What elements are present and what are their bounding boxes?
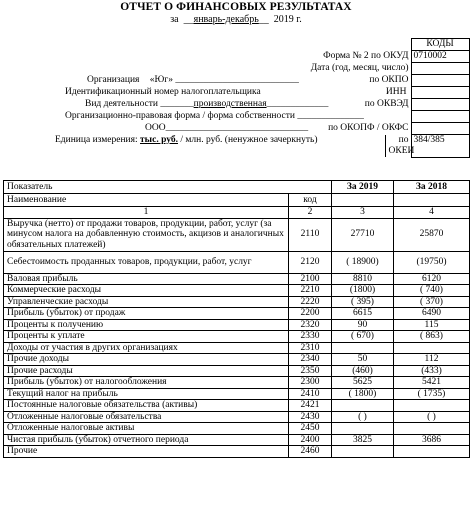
okpo-label: по ОКПО bbox=[369, 75, 409, 85]
okopf-value[interactable] bbox=[411, 123, 469, 135]
row-value-2018 bbox=[394, 400, 470, 412]
date-label: Дата (год, месяц, число) bbox=[3, 63, 411, 75]
row-name: Доходы от участия в других организациях bbox=[4, 342, 289, 354]
legal-form-label: Организационно-правовая форма / форма собственности bbox=[65, 111, 295, 121]
header-table bbox=[3, 38, 470, 158]
row-name: Проценты к уплате bbox=[4, 331, 289, 343]
table-row bbox=[4, 331, 470, 343]
date-value[interactable] bbox=[411, 63, 469, 75]
row-name: Отложенные налоговые обязательства bbox=[4, 411, 289, 423]
row-value-2018: ( 863) bbox=[394, 331, 470, 343]
row-value-2019: ( 670) bbox=[332, 331, 394, 343]
row-value-2019: 90 bbox=[332, 319, 394, 331]
row-value-2019: ( 1800) bbox=[332, 388, 394, 400]
legal-form-code[interactable] bbox=[411, 111, 469, 123]
financial-results-table bbox=[3, 180, 470, 458]
row-code: 2310 bbox=[289, 342, 332, 354]
row-value-2018 bbox=[394, 446, 470, 458]
col-2019: За 2019 bbox=[332, 181, 394, 194]
row-code: 2340 bbox=[289, 354, 332, 366]
legal-form-value: ООО bbox=[145, 123, 166, 133]
col-num-1: 1 bbox=[4, 207, 289, 219]
row-name: Коммерческие расходы bbox=[4, 285, 289, 297]
col-code: код bbox=[289, 194, 332, 207]
okved-value[interactable] bbox=[411, 99, 469, 111]
okei-label-1: по bbox=[398, 134, 409, 145]
table-row bbox=[4, 319, 470, 331]
row-name: Выручка (нетто) от продажи товаров, продукции, работ, услуг (за минусом налога на добавленную стоимость, акцизов и аналогичных обязательных платежей) bbox=[4, 218, 289, 251]
unit-row bbox=[3, 134, 415, 158]
period-prefix: за bbox=[170, 14, 179, 25]
table-row bbox=[4, 388, 470, 400]
row-value-2018 bbox=[394, 342, 470, 354]
table-row bbox=[4, 285, 470, 297]
table-row bbox=[4, 273, 470, 285]
org-label: Организация bbox=[87, 75, 140, 85]
table-row bbox=[4, 251, 470, 273]
table-row bbox=[4, 411, 470, 423]
row-value-2018: ( 740) bbox=[394, 285, 470, 297]
row-name: Прибыль (убыток) от налогообложения bbox=[4, 377, 289, 389]
okpo-value[interactable] bbox=[411, 75, 469, 87]
row-name: Постоянные налоговые обязательства (активы) bbox=[4, 400, 289, 412]
row-name: Валовая прибыль bbox=[4, 273, 289, 285]
activity-row: Вид деятельности _______производственная_____________ по ОКВЭД bbox=[3, 99, 411, 111]
table-row bbox=[4, 365, 470, 377]
org-value: «Юг» bbox=[149, 75, 173, 85]
okei-value: 384/385 bbox=[411, 135, 469, 158]
row-name: Прочие доходы bbox=[4, 354, 289, 366]
row-value-2019: ( 18900) bbox=[332, 251, 394, 273]
okved-label: по ОКВЭД bbox=[364, 99, 409, 109]
col-num-3: 3 bbox=[332, 207, 394, 219]
report-period: за __январь-декабрь__ 2019 г. bbox=[170, 14, 302, 25]
unit-bold: тыс. руб. bbox=[140, 134, 178, 145]
row-name: Себестоимость проданных товаров, продукции, работ, услуг bbox=[4, 251, 289, 273]
row-value-2018 bbox=[394, 423, 470, 435]
period-year: 2019 г. bbox=[273, 14, 302, 25]
table-row bbox=[4, 342, 470, 354]
row-value-2019: (460) bbox=[332, 365, 394, 377]
codes-label: КОДЫ bbox=[411, 39, 469, 51]
table-row bbox=[4, 377, 470, 389]
form-code: 0710002 bbox=[411, 51, 469, 63]
unit-label-pre: Единица измерения: bbox=[55, 134, 138, 145]
inn-value[interactable] bbox=[411, 87, 469, 99]
row-name: Отложенные налоговые активы bbox=[4, 423, 289, 435]
inn-row bbox=[3, 87, 411, 99]
row-code: 2460 bbox=[289, 446, 332, 458]
row-code: 2120 bbox=[289, 251, 332, 273]
row-value-2019 bbox=[332, 446, 394, 458]
report-title: ОТЧЕТ О ФИНАНСОВЫХ РЕЗУЛЬТАТАХ bbox=[120, 1, 352, 13]
row-code: 2200 bbox=[289, 308, 332, 320]
row-code: 2210 bbox=[289, 285, 332, 297]
table-row bbox=[4, 400, 470, 412]
table-row bbox=[4, 218, 470, 251]
row-value-2019: 27710 bbox=[332, 218, 394, 251]
legal-form-row: Организационно-правовая форма / форма собственности ______________ bbox=[3, 111, 411, 123]
row-code: 2300 bbox=[289, 377, 332, 389]
row-value-2019 bbox=[332, 400, 394, 412]
table-row bbox=[4, 423, 470, 435]
row-value-2019: 3825 bbox=[332, 434, 394, 446]
row-value-2019: (1800) bbox=[332, 285, 394, 297]
row-value-2018: 3686 bbox=[394, 434, 470, 446]
okei-label-2: ОКЕИ bbox=[388, 145, 415, 156]
row-value-2018: ( ) bbox=[394, 411, 470, 423]
row-value-2019: 5625 bbox=[332, 377, 394, 389]
form-label: Форма № 2 по ОКУД bbox=[3, 51, 411, 63]
row-name: Чистая прибыль (убыток) отчетного периода bbox=[4, 434, 289, 446]
row-name: Прочие bbox=[4, 446, 289, 458]
unit-label-post: / млн. руб. (ненужное зачеркнуть) bbox=[180, 134, 318, 145]
period-value: январь-декабрь bbox=[193, 14, 259, 25]
row-value-2019 bbox=[332, 423, 394, 435]
table-row bbox=[4, 296, 470, 308]
row-value-2018: (433) bbox=[394, 365, 470, 377]
row-value-2019: ( ) bbox=[332, 411, 394, 423]
table-row bbox=[4, 446, 470, 458]
row-value-2018: 112 bbox=[394, 354, 470, 366]
row-value-2019 bbox=[332, 342, 394, 354]
row-value-2019: ( 395) bbox=[332, 296, 394, 308]
activity-value: производственная bbox=[193, 99, 267, 109]
row-value-2018: (19750) bbox=[394, 251, 470, 273]
col-indicator: Показатель bbox=[4, 181, 332, 194]
row-value-2018: ( 1735) bbox=[394, 388, 470, 400]
row-value-2018: 5421 bbox=[394, 377, 470, 389]
table-row bbox=[4, 308, 470, 320]
row-name: Текущий налог на прибыль bbox=[4, 388, 289, 400]
row-value-2018: 25870 bbox=[394, 218, 470, 251]
row-code: 2110 bbox=[289, 218, 332, 251]
col-num-4: 4 bbox=[394, 207, 470, 219]
row-code: 2421 bbox=[289, 400, 332, 412]
col-name: Наименование bbox=[4, 194, 289, 207]
inn-label: ИНН bbox=[385, 87, 407, 97]
row-code: 2450 bbox=[289, 423, 332, 435]
table-row bbox=[4, 434, 470, 446]
row-code: 2320 bbox=[289, 319, 332, 331]
row-value-2018: 6490 bbox=[394, 308, 470, 320]
row-name: Проценты к получению bbox=[4, 319, 289, 331]
row-value-2019: 8810 bbox=[332, 273, 394, 285]
org-row: Организация «Юг» __________________________ по ОКПО bbox=[3, 75, 411, 87]
table-row bbox=[4, 354, 470, 366]
row-code: 2220 bbox=[289, 296, 332, 308]
row-code: 2330 bbox=[289, 331, 332, 343]
row-name: Прочие расходы bbox=[4, 365, 289, 377]
okopf-row: ООО______________________________ по ОКОПФ / ОКФС bbox=[3, 123, 411, 135]
inn-full-label: Идентификационный номер налогоплательщика bbox=[65, 87, 261, 97]
row-value-2018: 115 bbox=[394, 319, 470, 331]
row-value-2018: 6120 bbox=[394, 273, 470, 285]
col-2018: За 2018 bbox=[394, 181, 470, 194]
row-value-2019: 50 bbox=[332, 354, 394, 366]
row-code: 2350 bbox=[289, 365, 332, 377]
activity-label: Вид деятельности bbox=[85, 99, 159, 109]
okopf-label: по ОКОПФ / ОКФС bbox=[328, 123, 409, 133]
row-code: 2400 bbox=[289, 434, 332, 446]
col-num-2: 2 bbox=[289, 207, 332, 219]
row-code: 2410 bbox=[289, 388, 332, 400]
row-name: Управленческие расходы bbox=[4, 296, 289, 308]
row-code: 2430 bbox=[289, 411, 332, 423]
row-value-2018: ( 370) bbox=[394, 296, 470, 308]
row-value-2019: 6615 bbox=[332, 308, 394, 320]
row-code: 2100 bbox=[289, 273, 332, 285]
row-name: Прибыль (убыток) от продаж bbox=[4, 308, 289, 320]
